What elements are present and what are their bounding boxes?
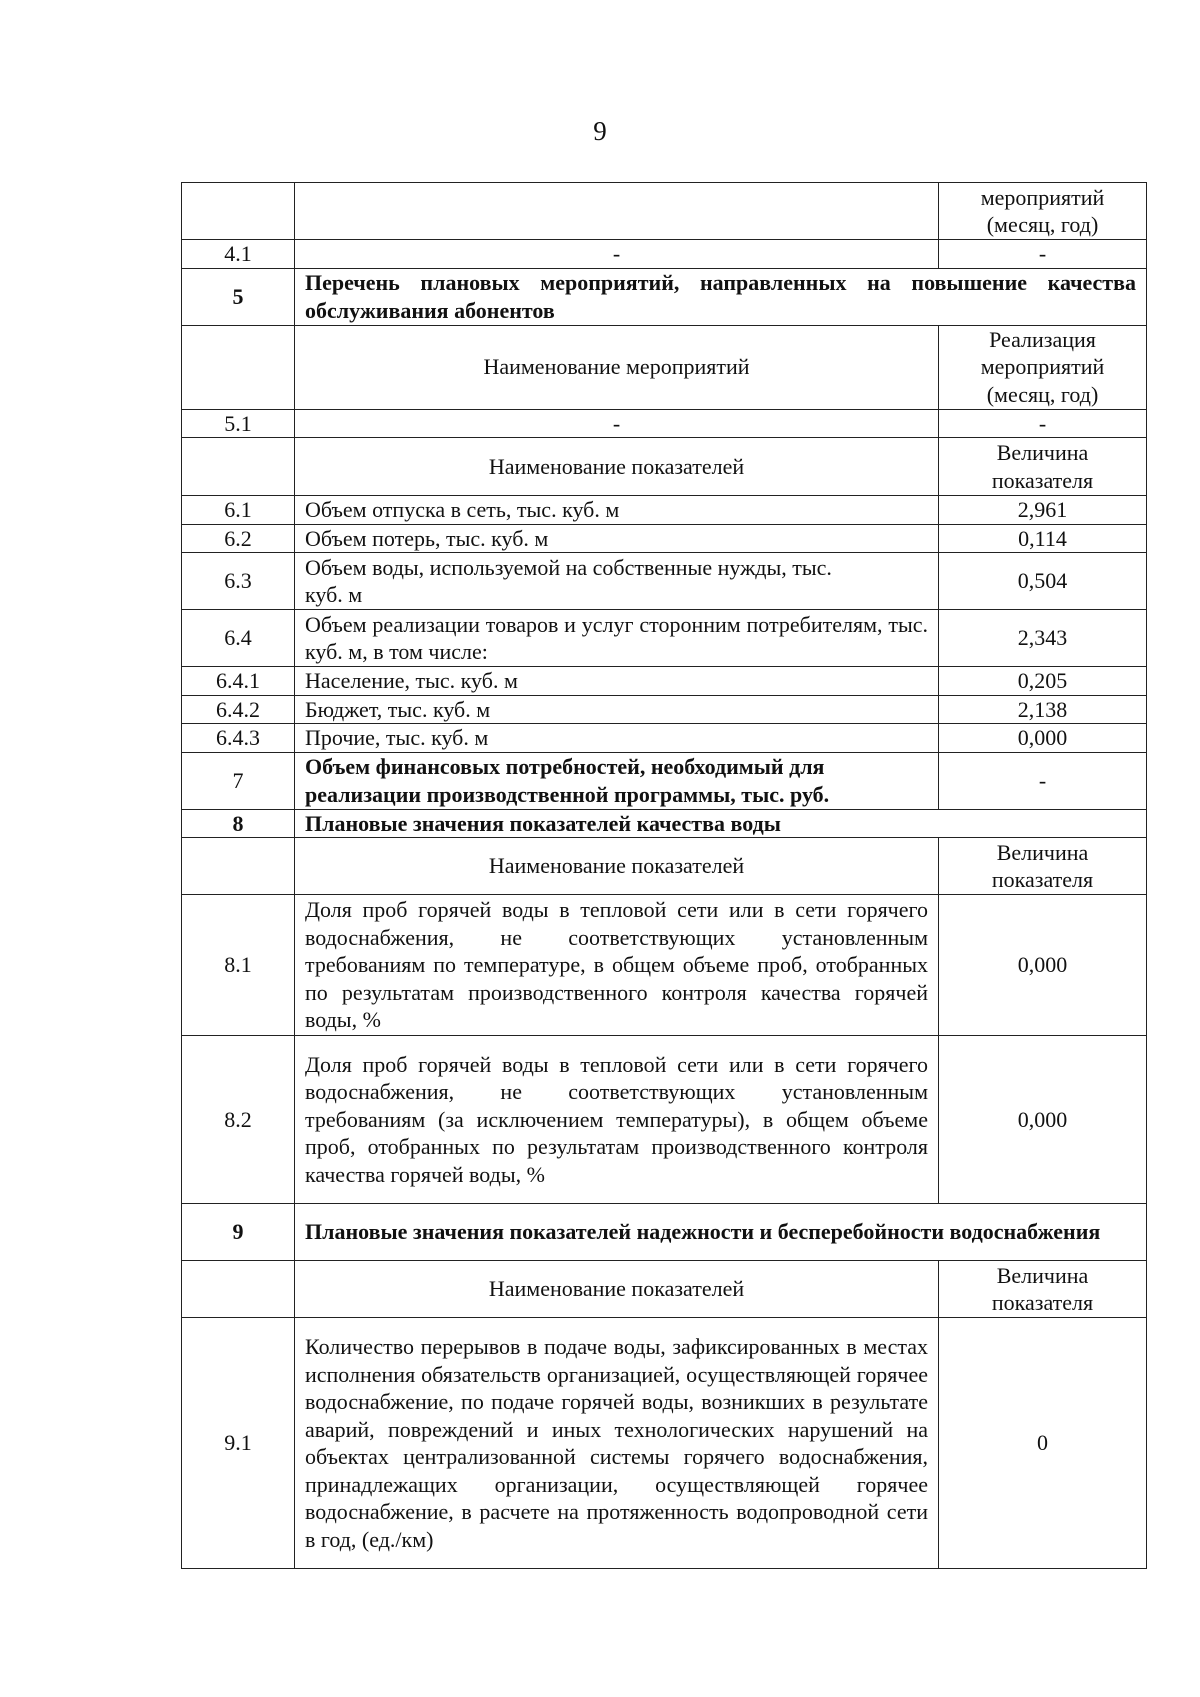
row-number-cell: 6.2 [182, 524, 295, 553]
row-number-cell [182, 838, 295, 895]
section-title-cell: Плановые значения показателей надежности и бесперебойности водоснабжения [295, 1204, 1147, 1261]
row-name-cell: Объем воды, используемой на собственные нужды, тыс. куб. м [295, 553, 939, 610]
row-name-cell [295, 183, 939, 240]
header-row [182, 1261, 1147, 1318]
row-number-cell: 8.2 [182, 1036, 295, 1204]
table-row [182, 553, 1147, 610]
row-name-cell: Прочие, тыс. куб. м [295, 724, 939, 753]
row-name-cell: Население, тыс. куб. м [295, 667, 939, 696]
table-row [182, 183, 1147, 240]
row-number-cell: 5.1 [182, 409, 295, 438]
table-row [182, 240, 1147, 269]
table-row [182, 895, 1147, 1036]
row-value-cell: 0,000 [939, 1036, 1147, 1204]
row-value-cell: 2,138 [939, 695, 1147, 724]
table-row [182, 667, 1147, 696]
row-number-cell: 4.1 [182, 240, 295, 269]
row-value-cell: мероприятий (месяц, год) [939, 183, 1147, 240]
row-number-cell: 6.4.2 [182, 695, 295, 724]
row-value-cell: 0,000 [939, 724, 1147, 753]
row-value-cell: 0,114 [939, 524, 1147, 553]
row-number-cell [182, 438, 295, 496]
page-number: 9 [593, 116, 607, 146]
header-value-cell: Величина показателя [939, 838, 1147, 895]
row-name-cell: Количество перерывов в подаче воды, зафиксированных в местах исполнения обязательств организацией, осуществляющей горячее водоснабжение, по подаче горячей воды, возникших в результате аварий, повреждений и иных технологических нарушений на объектах централизованной системы горячего водоснабжения, принадлежащих организации, осуществляющей горячее водоснабжение, в расчете на протяженность водопроводной сети в год, (ед./км) [295, 1318, 939, 1569]
section-number-cell: 5 [182, 268, 295, 325]
header-value-cell: Реализация мероприятий (месяц, год) [939, 325, 1147, 409]
row-value-cell: 2,343 [939, 610, 1147, 667]
table-row [182, 1318, 1147, 1569]
section-row [182, 809, 1147, 838]
header-row [182, 438, 1147, 496]
row-name-cell: Бюджет, тыс. куб. м [295, 695, 939, 724]
table-row [182, 409, 1147, 438]
row-name-cell: Доля проб горячей воды в тепловой сети или в сети горячего водоснабжения, не соответствующих установленным требованиям по температуре, в общем объеме проб, отобранных по результатам производственного контроля качества горячей воды, % [295, 895, 939, 1036]
table-row [182, 752, 1147, 809]
row-value-cell: 0 [939, 1318, 1147, 1569]
row-name-cell: - [295, 409, 939, 438]
header-name-cell: Наименование показателей [295, 838, 939, 895]
row-number-cell: 6.3 [182, 553, 295, 610]
row-number-cell: 6.4 [182, 610, 295, 667]
table-row [182, 1036, 1147, 1204]
section-number-cell: 9 [182, 1204, 295, 1261]
header-value-cell: Величина показателя [939, 438, 1147, 496]
table-row [182, 524, 1147, 553]
row-name-cell: Объем отпуска в сеть, тыс. куб. м [295, 496, 939, 525]
row-value-cell: - [939, 409, 1147, 438]
row-number-cell [182, 183, 295, 240]
table-row [182, 496, 1147, 525]
section-row [182, 1204, 1147, 1261]
header-row [182, 838, 1147, 895]
row-value-cell: - [939, 240, 1147, 269]
table-row [182, 610, 1147, 667]
row-name-cell: Доля проб горячей воды в тепловой сети или в сети горячего водоснабжения, не соответствующих установленным требованиям (за исключением температуры), в общем объеме проб, отобранных по результатам производственного контроля качества горячей воды, % [295, 1036, 939, 1204]
row-number-cell: 8.1 [182, 895, 295, 1036]
row-number-cell [182, 325, 295, 409]
row-name-cell: Объем финансовых потребностей, необходимый для реализации производственной программы, тыс. руб. [295, 752, 939, 809]
section-title-cell: Плановые значения показателей качества воды [295, 809, 1147, 838]
row-name-cell: Объем реализации товаров и услуг сторонним потребителям, тыс. куб. м, в том числе: [295, 610, 939, 667]
section-row [182, 268, 1147, 325]
header-name-cell: Наименование показателей [295, 1261, 939, 1318]
row-name-cell: - [295, 240, 939, 269]
header-row [182, 325, 1147, 409]
row-number-cell: 7 [182, 752, 295, 809]
section-title-cell: Перечень плановых мероприятий, направленных на повышение качества обслуживания абонентов [295, 268, 1147, 325]
row-number-cell: 6.4.1 [182, 667, 295, 696]
row-number-cell: 6.4.3 [182, 724, 295, 753]
header-value-cell: Величина показателя [939, 1261, 1147, 1318]
row-value-cell: 0,000 [939, 895, 1147, 1036]
row-number-cell: 9.1 [182, 1318, 295, 1569]
header-name-cell: Наименование мероприятий [295, 325, 939, 409]
header-name-cell: Наименование показателей [295, 438, 939, 496]
section-number-cell: 8 [182, 809, 295, 838]
indicators-table [181, 182, 1147, 1569]
row-value-cell: 0,205 [939, 667, 1147, 696]
row-value-cell: 0,504 [939, 553, 1147, 610]
row-name-cell: Объем потерь, тыс. куб. м [295, 524, 939, 553]
table-row [182, 695, 1147, 724]
row-value-cell: - [939, 752, 1147, 809]
table-row [182, 724, 1147, 753]
row-number-cell: 6.1 [182, 496, 295, 525]
row-number-cell [182, 1261, 295, 1318]
row-value-cell: 2,961 [939, 496, 1147, 525]
